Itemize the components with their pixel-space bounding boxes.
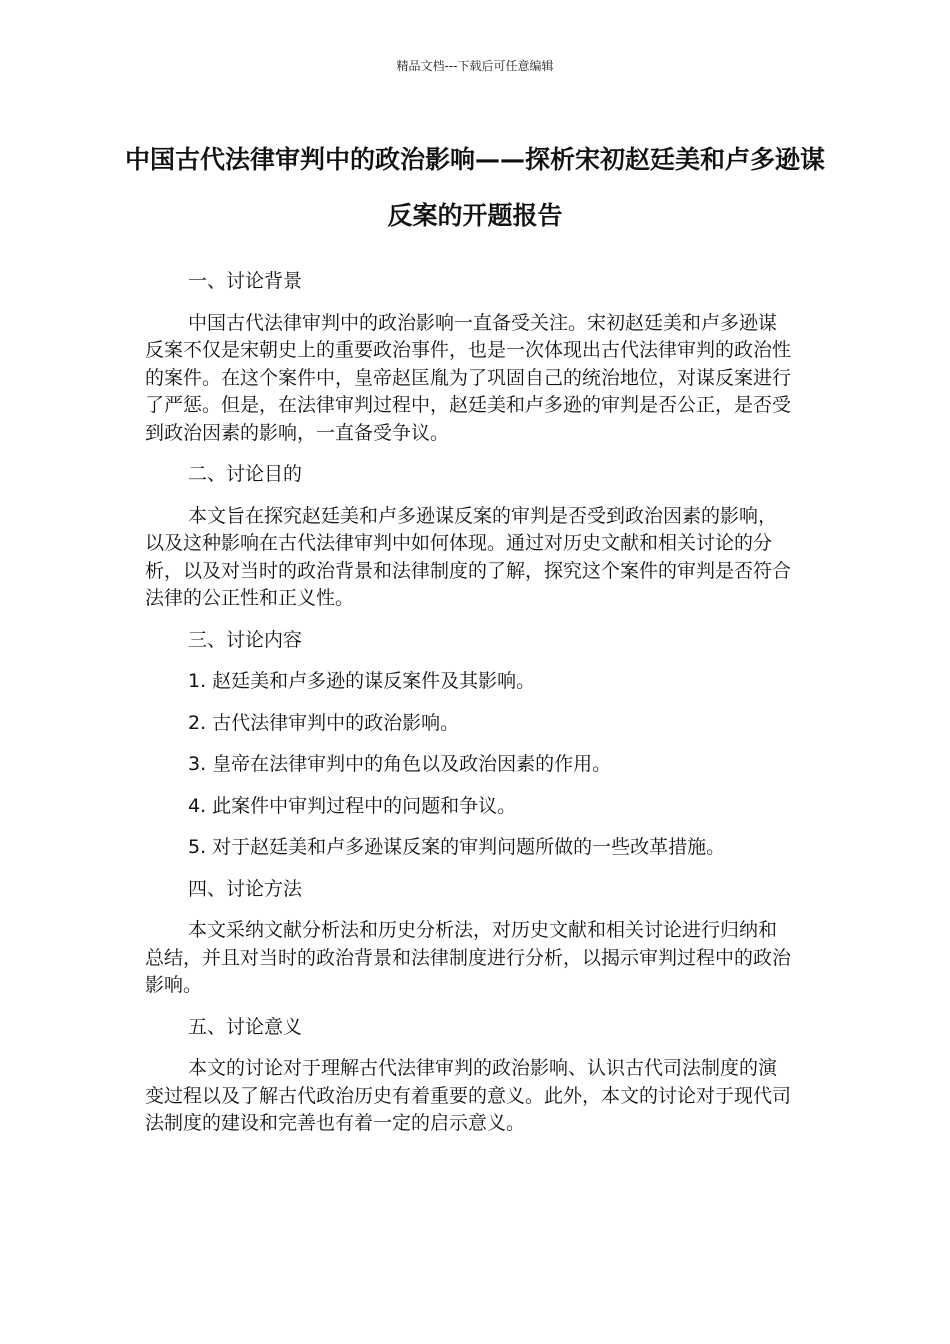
list-item: 5. 对于赵廷美和卢多逊谋反案的审判问题所做的一些改革措施。 [188, 836, 726, 858]
list-item: 1. 赵廷美和卢多逊的谋反案件及其影响。 [188, 670, 536, 692]
header-note: 精品文档---下载后可任意编辑 [396, 59, 554, 73]
document-body [145, 268, 795, 1152]
section-paragraph-purpose: 本文旨在探究赵廷美和卢多逊谋反案的审判是否受到政治因素的影响，以及这种影响在古代法律审判中如何体现。通过对历史文献和相关讨论的分析，以及对当时的政治背景和法律制度的了解，探究这个案件的审判是否符合法律的公正性和正义性。 [145, 504, 792, 609]
list-item: 3. 皇帝在法律审判中的角色以及政治因素的作用。 [188, 753, 612, 775]
document-title: 中国古代法律审判中的政治影响——探析宋初赵廷美和卢多逊谋反案的开题报告 [124, 145, 825, 230]
section-paragraph-method: 本文采纳文献分析法和历史分析法，对历史文献和相关讨论进行归纳和总结，并且对当时的政治背景和法律制度进行分析，以揭示审判过程中的政治影响。 [145, 919, 792, 996]
section-paragraph-background: 中国古代法律审判中的政治影响一直备受关注。宋初赵廷美和卢多逊谋反案不仅是宋朝史上的重要政治事件，也是一次体现出古代法律审判的政治性的案件。在这个案件中，皇帝赵匡胤为了巩固自己的统治地位，对谋反案进行了严惩。但是，在法律审判过程中，赵廷美和卢多逊的审判是否公正，是否受到政治因素的影响，一直备受争议。 [145, 311, 792, 444]
section-paragraph-significance: 本文的讨论对于理解古代法律审判的政治影响、认识古代司法制度的演变过程以及了解古代政治历史有着重要的意义。此外，本文的讨论对于现代司法制度的建设和完善也有着一定的启示意义。 [145, 1057, 792, 1134]
list-item: 4. 此案件中审判过程中的问题和争议。 [188, 794, 517, 817]
section-heading-background: 一、讨论背景 [188, 270, 303, 292]
section-heading-method: 四、讨论方法 [188, 877, 303, 900]
section-heading-content: 三、讨论内容 [188, 628, 303, 651]
list-item: 2. 古代法律审判中的政治影响。 [188, 711, 460, 734]
section-heading-significance: 五、讨论意义 [188, 1015, 303, 1038]
section-heading-purpose: 二、讨论目的 [188, 463, 303, 485]
